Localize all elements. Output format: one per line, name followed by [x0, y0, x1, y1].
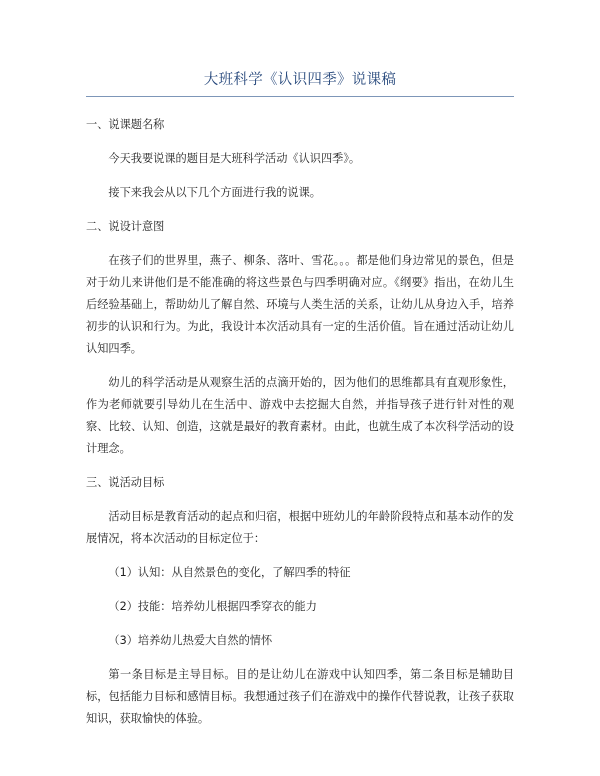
list-item: （2）技能：培养幼儿根据四季穿衣的能力	[108, 600, 317, 613]
section-heading: 一、说课题名称	[86, 118, 165, 131]
document-body	[86, 114, 514, 742]
paragraph: 接下来我会从以下几个方面进行我的说课。	[108, 186, 321, 199]
paragraph: 幼儿的科学活动是从观察生活的点滴开始的，因为他们的思维都具有直观形象性，作为老师就要引导幼儿在生活中、游戏中去挖掘大自然，并指导孩子进行针对性的观察、比较、认知、创造，这就是最好的教育素材。由此，也就生成了本次科学活动的设计理念。	[86, 376, 514, 455]
paragraph: 今天我要说课的题目是大班科学活动《认识四季》。	[108, 152, 361, 165]
section-heading: 二、说设计意图	[86, 220, 165, 233]
paragraph: 在孩子们的世界里，燕子、柳条、落叶、雪花。。。都是他们身边常见的景色，但是对于幼儿来讲他们是不能准确的将这些景色与四季明确对应。《纲要》指出，在幼儿生后经验基础上，帮助幼儿了解自然、环境与人类生活的关系，让幼儿从身边入手，培养初步的认识和行为。为此，我设计本次活动具有一定的生活价值。旨在通过活动让幼儿认知四季。	[86, 254, 514, 355]
title-divider	[86, 96, 514, 97]
document-title: 大班科学《认识四季》说课稿	[203, 72, 397, 88]
paragraph: 活动目标是教育活动的起点和归宿，根据中班幼儿的年龄阶段特点和基本动作的发展情况，将本次活动的目标定位于：	[86, 510, 514, 545]
list-item: （1）认知：从自然景色的变化，了解四季的特征	[108, 566, 351, 579]
paragraph: 第一条目标是主导目标。目的是让幼儿在游戏中认知四季，第二条目标是辅助目标，包括能力目标和感情目标。我想通过孩子们在游戏中的操作代替说教，让孩子获取知识，获取愉快的体验。	[86, 668, 514, 725]
list-item: （3）培养幼儿热爱大自然的情怀	[108, 634, 273, 647]
section-heading: 三、说活动目标	[86, 476, 165, 489]
